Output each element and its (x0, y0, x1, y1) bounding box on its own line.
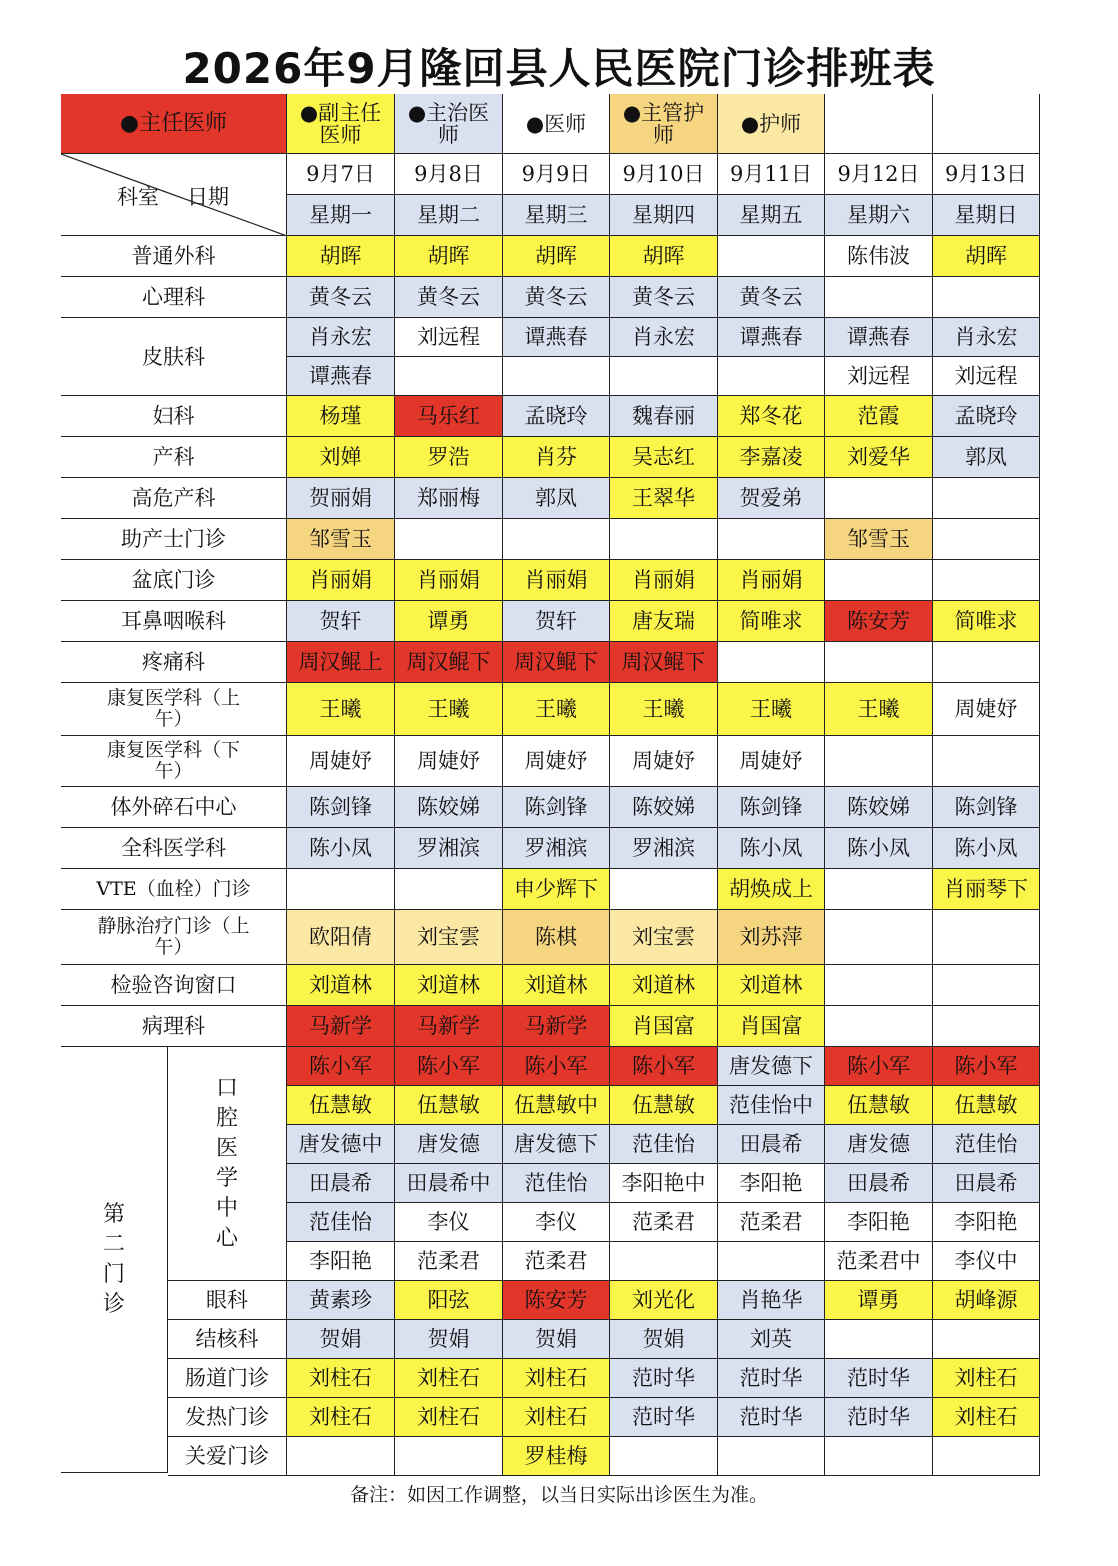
schedule-cell (825, 560, 933, 601)
department-name: 静脉治疗门诊（上午） (61, 910, 287, 965)
schedule-cell: 肖永宏 (287, 318, 395, 357)
schedule-cell: 胡晖 (395, 236, 503, 277)
schedule-cell: 唐发德下 (503, 1125, 610, 1164)
schedule-cell: 魏春丽 (610, 396, 718, 437)
legend-item: ●主治医师 (395, 94, 503, 154)
schedule-cell: 周婕妤 (395, 736, 503, 787)
schedule-cell: 简唯求 (933, 601, 1040, 642)
schedule-cell: 贺爱弟 (718, 478, 825, 519)
schedule-cell: 郑冬花 (718, 396, 825, 437)
schedule-cell: 唐发德 (825, 1125, 933, 1164)
schedule-cell: 肖丽娟 (610, 560, 718, 601)
schedule-cell (610, 1437, 718, 1476)
schedule-cell: 刘道林 (718, 965, 825, 1006)
schedule-cell (933, 965, 1040, 1006)
clinic-sub-department: 肠道门诊 (168, 1359, 287, 1398)
department-name: 康复医学科（下午） (61, 736, 287, 787)
schedule-cell: 范柔君 (610, 1203, 718, 1242)
department-name: 盆底门诊 (61, 560, 287, 601)
schedule-cell: 范佳怡 (287, 1203, 395, 1242)
schedule-cell: 刘远程 (933, 357, 1040, 396)
schedule-cell: 陈姣娣 (610, 787, 718, 828)
schedule-cell (718, 1437, 825, 1476)
schedule-cell: 刘柱石 (503, 1359, 610, 1398)
schedule-cell (825, 1437, 933, 1476)
header-dept-label: 科室 (117, 185, 159, 209)
schedule-cell: 陈姣娣 (395, 787, 503, 828)
schedule-cell: 谭燕春 (287, 357, 395, 396)
schedule-cell: 谭勇 (395, 601, 503, 642)
schedule-cell: 田晨希 (825, 1164, 933, 1203)
schedule-cell: 陈剑锋 (933, 787, 1040, 828)
schedule-cell: 陈剑锋 (718, 787, 825, 828)
schedule-cell (718, 642, 825, 683)
legend-item (933, 94, 1040, 154)
department-name: 病理科 (61, 1006, 287, 1047)
schedule-cell: 周汉鲲下 (395, 642, 503, 683)
schedule-cell: 陈小凤 (287, 828, 395, 869)
clinic-sub-department: 口腔医学中心 (168, 1047, 287, 1281)
schedule-cell (933, 560, 1040, 601)
department-name: 心理科 (61, 277, 287, 318)
department-name: 康复医学科（上午） (61, 683, 287, 736)
schedule-cell: 陈小军 (395, 1047, 503, 1086)
schedule-cell (933, 910, 1040, 965)
schedule-cell: 胡焕成上 (718, 869, 825, 910)
schedule-cell: 陈小凤 (933, 828, 1040, 869)
legend-item: ●副主任医师 (287, 94, 395, 154)
schedule-cell (503, 519, 610, 560)
schedule-cell: 陈姣娣 (825, 787, 933, 828)
header-date-label: 日期 (187, 185, 229, 209)
schedule-cell: 王曦 (825, 683, 933, 736)
schedule-cell: 李阳艳 (825, 1203, 933, 1242)
department-name: 助产士门诊 (61, 519, 287, 560)
schedule-cell: 范佳怡 (933, 1125, 1040, 1164)
schedule-cell: 郑丽梅 (395, 478, 503, 519)
schedule-cell: 范柔君 (503, 1242, 610, 1281)
schedule-cell: 肖国富 (718, 1006, 825, 1047)
schedule-cell: 罗湘滨 (395, 828, 503, 869)
department-name: 产科 (61, 437, 287, 478)
schedule-cell: 李仪中 (933, 1242, 1040, 1281)
schedule-cell: 伍慧敏 (610, 1086, 718, 1125)
schedule-cell (825, 642, 933, 683)
schedule-cell: 王曦 (395, 683, 503, 736)
schedule-cell: 肖国富 (610, 1006, 718, 1047)
schedule-cell: 刘柱石 (933, 1398, 1040, 1437)
schedule-cell: 周婕妤 (503, 736, 610, 787)
schedule-cell: 范时华 (825, 1359, 933, 1398)
schedule-cell: 谭燕春 (825, 318, 933, 357)
schedule-cell: 刘道林 (503, 965, 610, 1006)
schedule-cell: 肖永宏 (610, 318, 718, 357)
schedule-cell: 肖丽娟 (287, 560, 395, 601)
schedule-cell: 肖艳华 (718, 1281, 825, 1320)
schedule-cell: 陈安芳 (503, 1281, 610, 1320)
schedule-cell: 范时华 (718, 1398, 825, 1437)
schedule-cell: 陈小凤 (718, 828, 825, 869)
schedule-cell: 刘苏萍 (718, 910, 825, 965)
schedule-cell: 范佳怡中 (718, 1086, 825, 1125)
header-date: 9月11日 (718, 154, 825, 195)
schedule-cell: 范时华 (610, 1359, 718, 1398)
header-weekday: 星期六 (825, 195, 933, 236)
schedule-cell: 刘柱石 (287, 1398, 395, 1437)
schedule-cell: 李阳艳 (933, 1203, 1040, 1242)
schedule-cell (395, 519, 503, 560)
schedule-cell: 刘爱华 (825, 437, 933, 478)
schedule-cell: 黄冬云 (287, 277, 395, 318)
schedule-cell: 罗浩 (395, 437, 503, 478)
department-name: 检验咨询窗口 (61, 965, 287, 1006)
schedule-cell: 李仪 (503, 1203, 610, 1242)
clinic-sub-department: 结核科 (168, 1320, 287, 1359)
schedule-cell: 申少辉下 (503, 869, 610, 910)
schedule-cell (610, 1242, 718, 1281)
footnote: 备注：如因工作调整，以当日实际出诊医生为准。 (349, 1484, 768, 1506)
schedule-cell (395, 869, 503, 910)
schedule-cell: 刘柱石 (933, 1359, 1040, 1398)
schedule-cell: 刘道林 (287, 965, 395, 1006)
schedule-cell: 田晨希 (718, 1125, 825, 1164)
schedule-cell: 简唯求 (718, 601, 825, 642)
schedule-cell (718, 1242, 825, 1281)
schedule-cell: 陈伟波 (825, 236, 933, 277)
department-name: 疼痛科 (61, 642, 287, 683)
schedule-cell (287, 869, 395, 910)
department-name: VTE（血栓）门诊 (61, 869, 287, 910)
department-name: 高危产科 (61, 478, 287, 519)
schedule-cell (395, 1437, 503, 1476)
schedule-cell: 贺娟 (395, 1320, 503, 1359)
schedule-cell: 唐友瑞 (610, 601, 718, 642)
schedule-cell: 刘英 (718, 1320, 825, 1359)
schedule-cell: 贺娟 (503, 1320, 610, 1359)
schedule-cell: 黄冬云 (610, 277, 718, 318)
schedule-cell (718, 357, 825, 396)
schedule-cell (933, 277, 1040, 318)
header-weekday: 星期二 (395, 195, 503, 236)
department-name: 耳鼻咽喉科 (61, 601, 287, 642)
department-name: 皮肤科 (61, 318, 287, 396)
schedule-cell: 周汉鲲下 (503, 642, 610, 683)
schedule-cell (610, 869, 718, 910)
schedule-cell: 陈小军 (503, 1047, 610, 1086)
schedule-cell (933, 1320, 1040, 1359)
department-name: 全科医学科 (61, 828, 287, 869)
schedule-cell: 肖永宏 (933, 318, 1040, 357)
schedule-cell (933, 736, 1040, 787)
schedule-cell: 范柔君中 (825, 1242, 933, 1281)
schedule-cell: 王翠华 (610, 478, 718, 519)
schedule-cell: 欧阳倩 (287, 910, 395, 965)
schedule-cell: 陈小军 (825, 1047, 933, 1086)
schedule-cell: 李仪 (395, 1203, 503, 1242)
schedule-cell: 伍慧敏 (395, 1086, 503, 1125)
schedule-cell: 马新学 (287, 1006, 395, 1047)
schedule-cell: 周婕妤 (718, 736, 825, 787)
schedule-cell: 李嘉凌 (718, 437, 825, 478)
header-weekday: 星期五 (718, 195, 825, 236)
schedule-cell (825, 1320, 933, 1359)
schedule-cell: 郭凤 (933, 437, 1040, 478)
legend-item: ●主任医师 (61, 94, 287, 154)
schedule-cell: 唐发德 (395, 1125, 503, 1164)
schedule-cell: 肖丽琴下 (933, 869, 1040, 910)
schedule-cell: 黄冬云 (395, 277, 503, 318)
schedule-cell: 肖丽娟 (395, 560, 503, 601)
schedule-cell: 罗湘滨 (610, 828, 718, 869)
schedule-cell: 范佳怡 (610, 1125, 718, 1164)
schedule-cell: 刘柱石 (287, 1359, 395, 1398)
schedule-cell: 刘柱石 (395, 1398, 503, 1437)
legend-item: ●主管护师 (610, 94, 718, 154)
schedule-cell: 陈安芳 (825, 601, 933, 642)
schedule-cell (825, 869, 933, 910)
header-date: 9月13日 (933, 154, 1040, 195)
schedule-cell (933, 1437, 1040, 1476)
schedule-cell (933, 519, 1040, 560)
schedule-cell: 陈小凤 (825, 828, 933, 869)
schedule-cell: 刘道林 (610, 965, 718, 1006)
schedule-cell: 田晨希 (287, 1164, 395, 1203)
header-weekday: 星期一 (287, 195, 395, 236)
second-clinic-label: 第二门诊 (61, 1047, 168, 1473)
schedule-cell: 黄冬云 (503, 277, 610, 318)
schedule-cell (718, 519, 825, 560)
schedule-cell: 孟晓玲 (933, 396, 1040, 437)
schedule-cell: 范佳怡 (503, 1164, 610, 1203)
schedule-cell (825, 965, 933, 1006)
schedule-cell: 肖丽娟 (718, 560, 825, 601)
schedule-cell: 陈小军 (287, 1047, 395, 1086)
schedule-cell: 伍慧敏 (287, 1086, 395, 1125)
schedule-cell (287, 1437, 395, 1476)
legend-item: ●医师 (503, 94, 610, 154)
clinic-sub-department: 关爱门诊 (168, 1437, 287, 1476)
schedule-cell: 胡晖 (610, 236, 718, 277)
header-date: 9月7日 (287, 154, 395, 195)
schedule-cell: 陈小军 (933, 1047, 1040, 1086)
schedule-cell (718, 236, 825, 277)
schedule-cell: 刘远程 (395, 318, 503, 357)
schedule-cell (395, 357, 503, 396)
schedule-cell (610, 357, 718, 396)
schedule-cell: 罗桂梅 (503, 1437, 610, 1476)
schedule-cell: 王曦 (503, 683, 610, 736)
page-title: 2026年9月隆回县人民医院门诊排班表 (182, 44, 936, 93)
schedule-cell (825, 1006, 933, 1047)
schedule-cell: 伍慧敏 (933, 1086, 1040, 1125)
schedule-cell: 黄冬云 (718, 277, 825, 318)
schedule-cell: 胡晖 (933, 236, 1040, 277)
schedule-cell: 刘宝雲 (610, 910, 718, 965)
schedule-cell: 刘宝雲 (395, 910, 503, 965)
schedule-cell: 周汉鲲上 (287, 642, 395, 683)
schedule-cell: 范柔君 (718, 1203, 825, 1242)
schedule-cell: 邹雪玉 (287, 519, 395, 560)
header-date: 9月8日 (395, 154, 503, 195)
schedule-cell: 郭凤 (503, 478, 610, 519)
schedule-cell: 周婕妤 (610, 736, 718, 787)
schedule-cell: 刘柱石 (395, 1359, 503, 1398)
schedule-cell: 范时华 (718, 1359, 825, 1398)
schedule-cell: 范时华 (825, 1398, 933, 1437)
schedule-cell: 阳弦 (395, 1281, 503, 1320)
schedule-cell: 贺轩 (287, 601, 395, 642)
schedule-cell: 王曦 (718, 683, 825, 736)
header-diagonal-line (61, 154, 287, 236)
schedule-cell: 邹雪玉 (825, 519, 933, 560)
schedule-cell: 马乐红 (395, 396, 503, 437)
schedule-cell: 伍慧敏中 (503, 1086, 610, 1125)
schedule-cell: 陈小军 (610, 1047, 718, 1086)
schedule-cell: 肖丽娟 (503, 560, 610, 601)
schedule-cell: 谭燕春 (718, 318, 825, 357)
schedule-cell: 谭燕春 (503, 318, 610, 357)
schedule-cell: 刘柱石 (503, 1398, 610, 1437)
schedule-cell (610, 519, 718, 560)
schedule-cell: 胡晖 (287, 236, 395, 277)
schedule-cell: 田晨希中 (395, 1164, 503, 1203)
schedule-cell: 刘婵 (287, 437, 395, 478)
schedule-cell: 贺丽娟 (287, 478, 395, 519)
clinic-sub-department: 发热门诊 (168, 1398, 287, 1437)
schedule-cell: 陈剑锋 (503, 787, 610, 828)
schedule-cell: 刘道林 (395, 965, 503, 1006)
department-name: 体外碎石中心 (61, 787, 287, 828)
schedule-cell: 刘远程 (825, 357, 933, 396)
header-weekday: 星期四 (610, 195, 718, 236)
schedule-cell: 唐发德中 (287, 1125, 395, 1164)
schedule-cell: 陈剑锋 (287, 787, 395, 828)
schedule-cell: 罗湘滨 (503, 828, 610, 869)
schedule-cell (933, 1006, 1040, 1047)
schedule-cell: 黄素珍 (287, 1281, 395, 1320)
schedule-cell: 贺娟 (287, 1320, 395, 1359)
schedule-cell: 吴志红 (610, 437, 718, 478)
schedule-cell: 陈棋 (503, 910, 610, 965)
schedule-cell: 范柔君 (395, 1242, 503, 1281)
schedule-cell: 马新学 (503, 1006, 610, 1047)
schedule-cell: 周汉鲲下 (610, 642, 718, 683)
department-name: 妇科 (61, 396, 287, 437)
schedule-cell: 范时华 (610, 1398, 718, 1437)
schedule-cell: 范霞 (825, 396, 933, 437)
schedule-cell (825, 277, 933, 318)
header-weekday: 星期日 (933, 195, 1040, 236)
schedule-cell: 李阳艳 (718, 1164, 825, 1203)
schedule-cell: 胡峰源 (933, 1281, 1040, 1320)
schedule-cell: 唐发德下 (718, 1047, 825, 1086)
schedule-cell: 田晨希 (933, 1164, 1040, 1203)
schedule-cell: 胡晖 (503, 236, 610, 277)
header-weekday: 星期三 (503, 195, 610, 236)
schedule-cell (825, 910, 933, 965)
legend-item: ●护师 (718, 94, 825, 154)
header-date: 9月12日 (825, 154, 933, 195)
schedule-cell: 贺娟 (610, 1320, 718, 1359)
schedule-cell: 马新学 (395, 1006, 503, 1047)
schedule-cell: 王曦 (287, 683, 395, 736)
schedule-table (61, 94, 1040, 1473)
header-date: 9月9日 (503, 154, 610, 195)
schedule-cell: 伍慧敏 (825, 1086, 933, 1125)
department-name: 普通外科 (61, 236, 287, 277)
schedule-cell: 贺轩 (503, 601, 610, 642)
schedule-cell: 王曦 (610, 683, 718, 736)
schedule-cell: 周婕妤 (287, 736, 395, 787)
schedule-cell (503, 357, 610, 396)
schedule-cell (825, 478, 933, 519)
header-corner-cell (61, 154, 287, 236)
schedule-cell: 李阳艳中 (610, 1164, 718, 1203)
schedule-cell: 肖芬 (503, 437, 610, 478)
schedule-cell: 孟晓玲 (503, 396, 610, 437)
schedule-cell: 杨瑾 (287, 396, 395, 437)
header-date: 9月10日 (610, 154, 718, 195)
clinic-sub-department: 眼科 (168, 1281, 287, 1320)
schedule-cell (933, 478, 1040, 519)
schedule-cell: 李阳艳 (287, 1242, 395, 1281)
schedule-cell: 周婕妤 (933, 683, 1040, 736)
schedule-cell: 刘光化 (610, 1281, 718, 1320)
schedule-cell (825, 736, 933, 787)
schedule-cell (933, 642, 1040, 683)
schedule-cell: 谭勇 (825, 1281, 933, 1320)
legend-item (825, 94, 933, 154)
